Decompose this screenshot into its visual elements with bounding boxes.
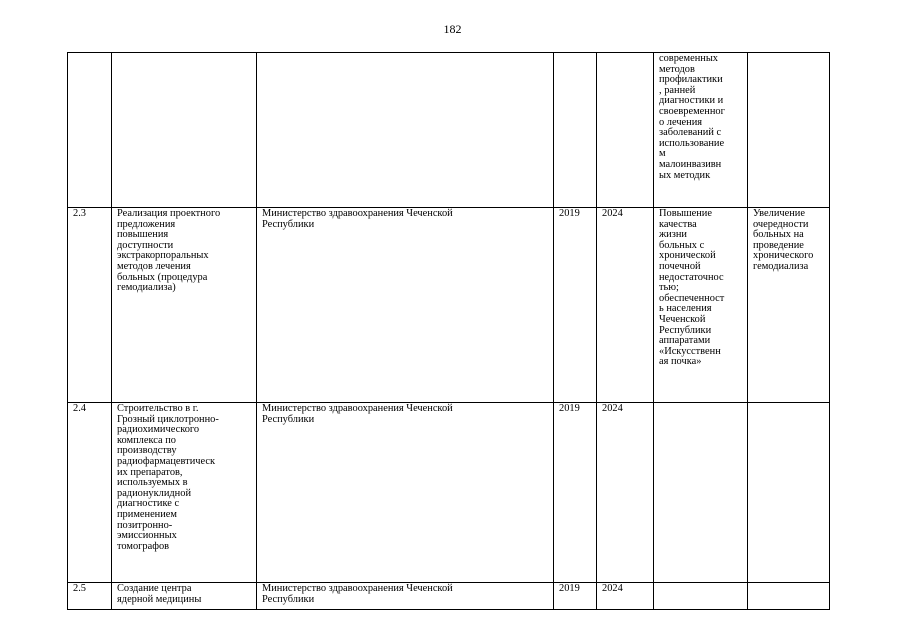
cell-text-line: предложения	[117, 218, 176, 230]
cell-text-line: профилактики	[659, 74, 723, 86]
row-number-cell: 2.3	[68, 208, 112, 403]
cell-text-line: повышения	[117, 229, 169, 241]
cell-text-line: ая почка»	[659, 356, 702, 368]
cell-text-line: недостаточнос	[659, 271, 724, 283]
row-number-cell	[68, 53, 112, 208]
cell-text-line: хронического	[753, 250, 814, 262]
end-year-cell: 2024	[597, 583, 654, 610]
measure-title-cell	[112, 208, 257, 403]
cell-text-line: применением	[117, 508, 177, 520]
table-row	[68, 208, 830, 403]
indicator-cell	[748, 403, 830, 583]
cell-text-line: о лечения	[659, 116, 703, 128]
cell-text-line: аппаратами	[659, 335, 711, 347]
cell-text-line: гемодиализа)	[117, 282, 176, 294]
cell-text-line: обеспеченност	[659, 292, 725, 304]
cell-text-line: позитронно-	[117, 519, 173, 531]
end-year-cell	[597, 53, 654, 208]
cell-text-line: Республики	[262, 593, 315, 605]
measure-title-cell	[112, 53, 257, 208]
cell-text-line: Грозный циклотронно-	[117, 413, 219, 425]
cell-text-line: проведение	[753, 239, 804, 251]
cell-text-line: экстракорпоральных	[117, 250, 209, 262]
cell-text-line: ядерной медицины	[117, 593, 202, 605]
cell-text-line: тью;	[659, 282, 679, 294]
measures-table	[67, 52, 830, 610]
cell-text-line: больных с	[659, 239, 705, 251]
end-year-cell: 2024	[597, 403, 654, 583]
cell-text-line: радиохимического	[117, 424, 200, 436]
page-number: 182	[443, 22, 462, 36]
start-year-cell: 2019	[554, 208, 597, 403]
row-number-cell: 2.4	[68, 403, 112, 583]
cell-text-line: производству	[117, 445, 177, 457]
cell-text-line: методов	[659, 63, 695, 75]
cell-text-line: ь населения	[659, 303, 712, 315]
indicator-cell	[748, 53, 830, 208]
cell-text-line: очередности	[753, 218, 809, 230]
cell-text-line: доступности	[117, 239, 174, 251]
cell-text-line: больных (процедура	[117, 271, 208, 283]
cell-text-line: диагностике с	[117, 498, 180, 510]
expected-result-cell	[654, 208, 748, 403]
cell-text-line: хронической	[659, 250, 716, 262]
cell-text-line: Строительство в г.	[117, 403, 199, 414]
table-row	[68, 583, 830, 610]
cell-text-line: Республики	[262, 218, 315, 230]
cell-text-line: Министерство здравоохранения Чеченской	[262, 208, 453, 219]
cell-text-line: почечной	[659, 260, 701, 272]
cell-text-line: радиофармацевтическ	[117, 455, 216, 467]
cell-text-line: радионуклидной	[117, 487, 192, 499]
cell-text-line: «Искусственн	[659, 345, 721, 357]
executor-cell	[257, 403, 554, 583]
executor-cell	[257, 53, 554, 208]
indicator-cell	[748, 208, 830, 403]
cell-text-line: малоинвазивн	[659, 158, 722, 170]
cell-text-line: Республики	[262, 413, 315, 425]
table-row	[68, 53, 830, 208]
cell-text-line: использование	[659, 137, 725, 149]
cell-text-line: Повышение	[659, 208, 712, 219]
cell-text-line: гемодиализа	[753, 260, 809, 272]
cell-text-line: жизни	[659, 229, 687, 241]
row-number-cell: 2.5	[68, 583, 112, 610]
end-year-cell: 2024	[597, 208, 654, 403]
cell-text-line: Министерство здравоохранения Чеченской	[262, 583, 453, 594]
cell-text-line: Министерство здравоохранения Чеченской	[262, 403, 453, 414]
cell-text-line: м	[659, 148, 666, 160]
expected-result-cell	[654, 403, 748, 583]
cell-text-line: томографов	[117, 540, 170, 552]
cell-text-line: их препаратов,	[117, 466, 183, 478]
expected-result-cell	[654, 583, 748, 610]
cell-text-line: , ранней	[659, 84, 696, 96]
cell-text-line: Чеченской	[659, 313, 706, 325]
start-year-cell: 2019	[554, 583, 597, 610]
cell-text-line: Создание центра	[117, 583, 192, 594]
cell-text-line: диагностики и	[659, 95, 724, 107]
cell-text-line: больных на	[753, 229, 804, 241]
cell-text-line: используемых в	[117, 477, 188, 489]
measure-title-cell	[112, 583, 257, 610]
measure-title-cell	[112, 403, 257, 583]
cell-text-line: Увеличение	[753, 208, 805, 219]
cell-text-line: своевременног	[659, 105, 725, 117]
table-row	[68, 403, 830, 583]
indicator-cell	[748, 583, 830, 610]
cell-text-line: современных	[659, 53, 719, 64]
cell-text-line: Республики	[659, 324, 712, 336]
expected-result-cell	[654, 53, 748, 208]
cell-text-line: эмиссионных	[117, 530, 177, 542]
cell-text-line: качества	[659, 218, 697, 230]
cell-text-line: Реализация проектного	[117, 208, 221, 219]
start-year-cell: 2019	[554, 403, 597, 583]
start-year-cell	[554, 53, 597, 208]
cell-text-line: заболеваний с	[659, 127, 722, 139]
cell-text-line: ых методик	[659, 169, 711, 181]
cell-text-line: методов лечения	[117, 260, 191, 272]
cell-text-line: комплекса по	[117, 434, 176, 446]
executor-cell	[257, 208, 554, 403]
executor-cell	[257, 583, 554, 610]
